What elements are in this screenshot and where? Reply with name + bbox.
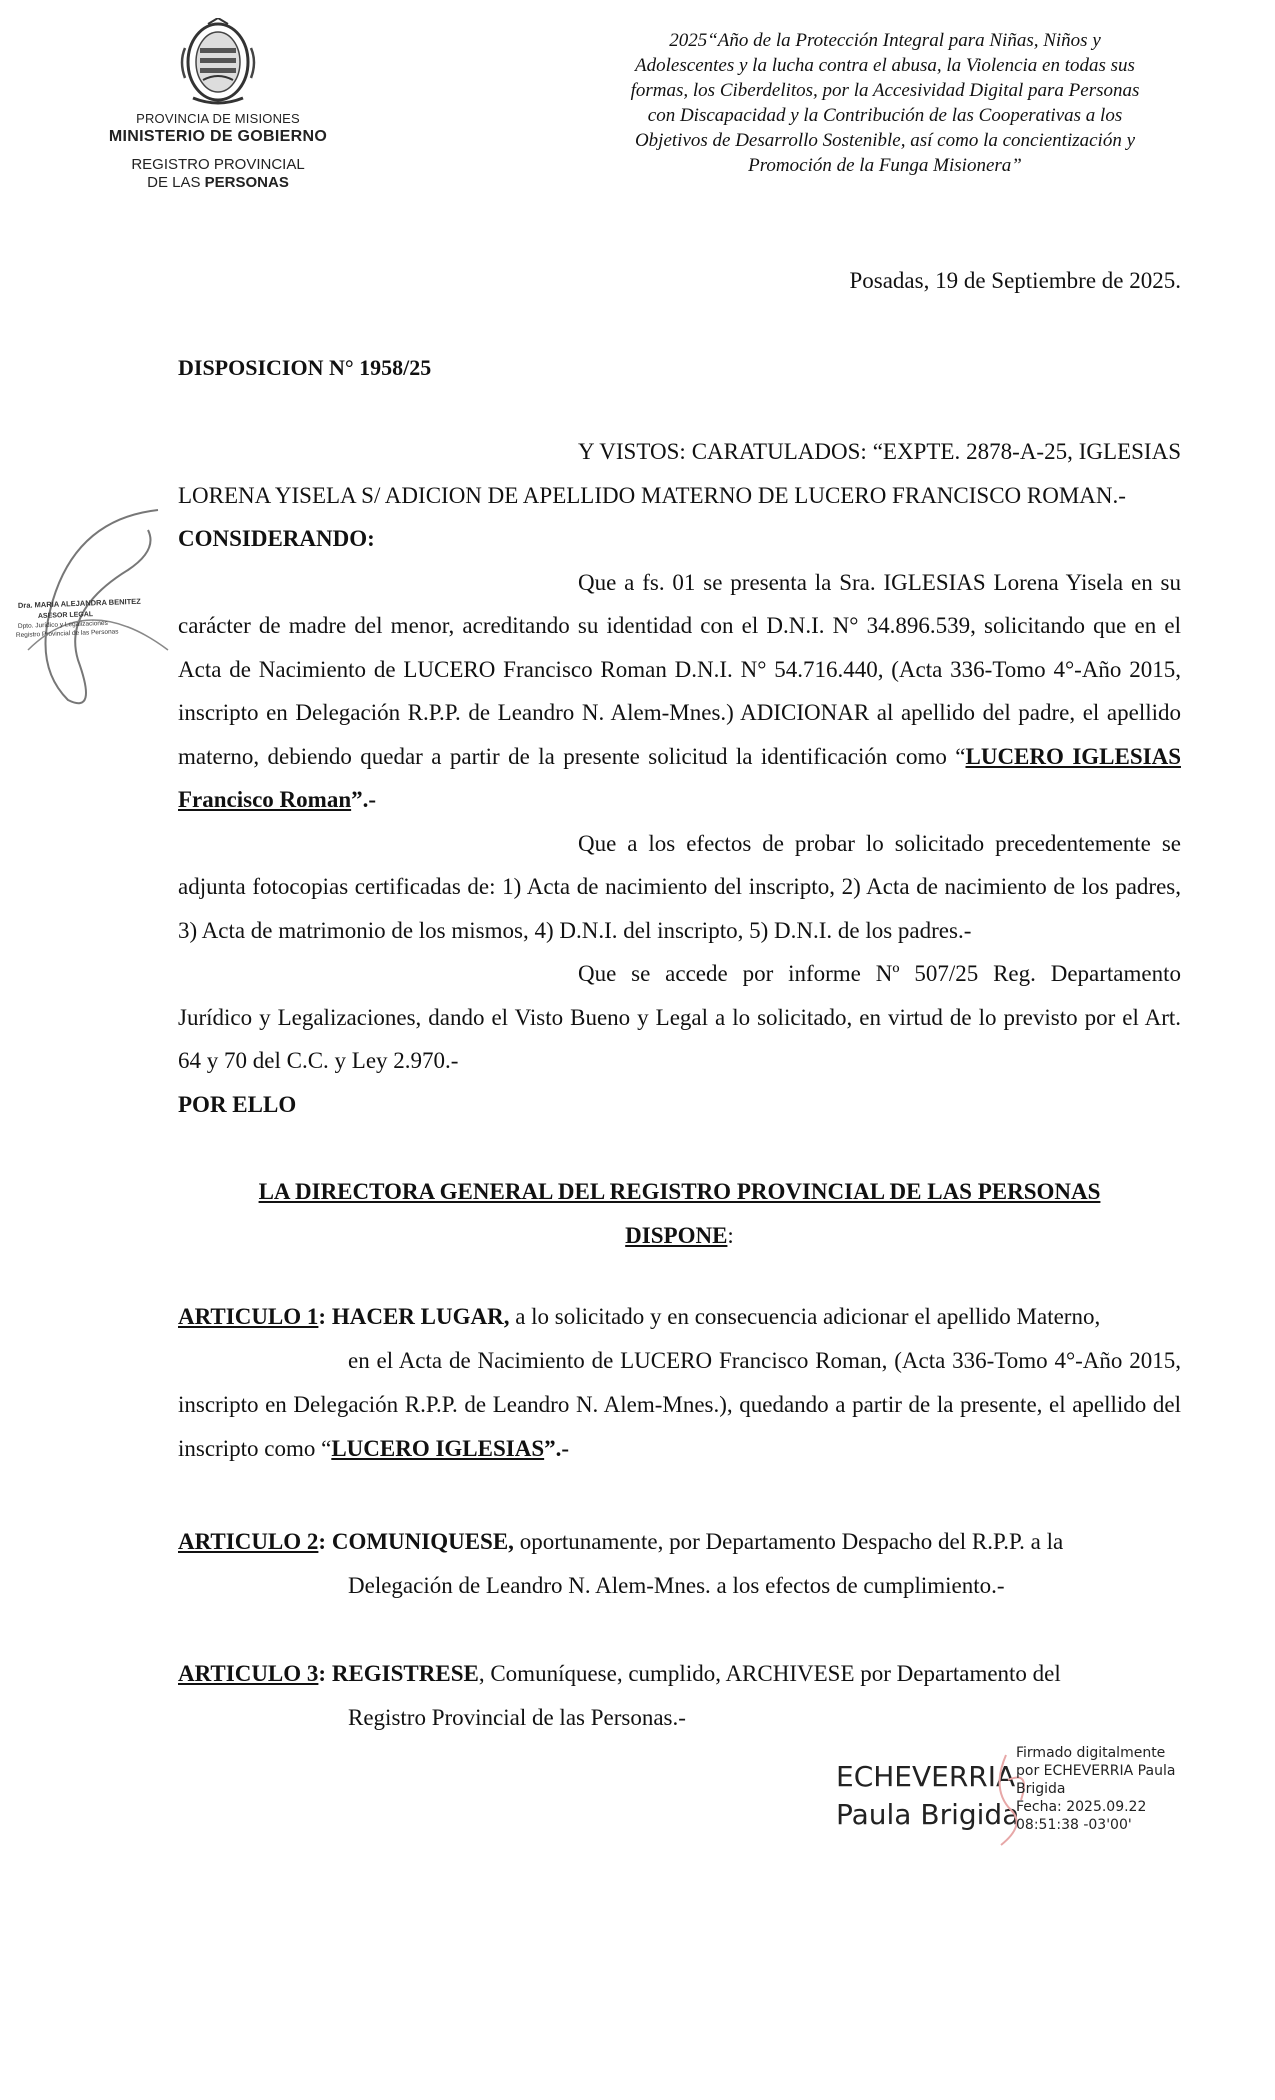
motto-line: Objetivos de Desarrollo Sostenible, así como la concientización y [634, 130, 1136, 151]
signature-detail-line: por ECHEVERRIA Paula [1016, 1763, 1176, 1779]
articulo-2-line2: Delegación de Leandro N. Alem-Mnes. a los efectos de cumplimiento.- [348, 1573, 1005, 1598]
dispone-block [178, 1170, 1181, 1257]
logo-registry-line2 [98, 174, 338, 192]
articulo-3-colon: : [318, 1661, 332, 1686]
signature-detail-line: Firmado digitalmente [1016, 1745, 1166, 1761]
para1-text: Que a fs. 01 se presenta la Sra. IGLESIAS Lorena Yisela en su carácter de madre del menor, acreditando su identidad con el D.N.I. N° 34.896.539, solicitando que en el Acta de Nacimiento de LUCERO Francisco Roman D.N.I. N° 54.716.440, (Acta 336-Tomo 4°-Año 2015, inscripto en Delegación R.P.P. de Leandro N. Alem-Mnes.) ADICIONAR al apellido del padre, el apellido materno, debiendo quedar a partir de la presente solicitud la identificación como [178, 569, 1181, 769]
dispone-colon: : [727, 1222, 734, 1248]
considerando-heading: CONSIDERANDO: [178, 526, 375, 551]
seal-registry: Registro Provincial de las Personas [15, 628, 119, 639]
seal-department: Dpto. Jurídico y Legalizaciones [17, 619, 108, 630]
considerando-paragraph-2: Que a los efectos de probar lo solicitado precedentemente se adjunta fotocopias certificadas de: 1) Acta de nacimiento del inscripto, 2) Acta de nacimiento de los padres, 3) Acta de matrimonio de los mismos, 4) D.N.I. del inscripto, 5) D.N.I. de los padres.- [178, 830, 1181, 943]
para1-new-name: LUCERO IGLESIAS Francisco Roman [178, 743, 1181, 812]
articulo-1-quote-close: ”.- [544, 1436, 570, 1461]
document-date: Posadas, 19 de Septiembre de 2025. [849, 268, 1181, 293]
por-ello-heading: POR ELLO [178, 1091, 297, 1117]
motto-line: Promoción de la Funga Misionera” [748, 155, 1022, 176]
legal-advisor-seal-signature [8, 500, 178, 720]
articulo-1-quote-open: “ [321, 1436, 332, 1461]
considerando-paragraph-3: Que se accede por informe Nº 507/25 Reg. Departamento Jurídico y Legalizaciones, dando el Visto Bueno y Legal a lo solicitado, en virtud de lo previsto por el Art. 64 y 70 del C.C. y Ley 2.970.- [178, 961, 1181, 1073]
articulo-1-label: ARTICULO 1 [178, 1304, 319, 1329]
articulo-2-colon: : [318, 1529, 332, 1554]
province-coat-of-arms-icon [173, 18, 263, 106]
logo-registry-line1: REGISTRO PROVINCIAL [131, 156, 305, 173]
signer-given-names: Paula Brigida [836, 1798, 1020, 1831]
articulo-1-action: HACER LUGAR, [331, 1304, 510, 1329]
signature-details [1016, 1744, 1191, 1834]
motto-line: 2025“Año de la Protección Integral para Niñas, Niños y [669, 30, 1101, 51]
document-body [178, 430, 1181, 1126]
articulo-2-action: COMUNIQUESE, [331, 1529, 514, 1554]
logo-registry-bold: PERSONAS [204, 174, 289, 191]
articulo-1-surname: LUCERO IGLESIAS [331, 1436, 545, 1461]
signature-detail-line: Fecha: 2025.09.22 [1016, 1799, 1147, 1815]
articulo-2-first-line [178, 1520, 1181, 1564]
articulo-3-label: ARTICULO 3 [178, 1661, 319, 1686]
articulo-3-action: REGISTRESE [331, 1661, 479, 1686]
para1-quote-close: ”.- [351, 787, 377, 812]
articulo-1 [178, 1295, 1181, 1471]
directora-heading: LA DIRECTORA GENERAL DEL REGISTRO PROVINCIAL DE LAS PERSONAS [258, 1179, 1101, 1204]
considerando-paragraph-1 [178, 561, 1181, 822]
logo-ministry-text: MINISTERIO DE GOBIERNO [108, 128, 328, 145]
signer-surname: ECHEVERRIA [836, 1760, 1016, 1793]
motto-line: Adolescentes y la lucha contra el abusa, la Violencia en todas sus [635, 55, 1135, 76]
digital-signature [836, 1744, 1196, 1854]
ministry-logo [98, 18, 338, 192]
dispone-heading: DISPONE [625, 1222, 728, 1248]
articulo-1-body [178, 1339, 1181, 1471]
disposition-title: DISPOSICION N° 1958/25 [178, 355, 432, 380]
signature-detail-line: Brigida [1016, 1781, 1066, 1797]
articulo-2-label: ARTICULO 2 [178, 1529, 319, 1554]
articulo-1-text: en el Acta de Nacimiento de LUCERO Francisco Roman, (Acta 336-Tomo 4°-Año 2015, inscripto en Delegación R.P.P. de Leandro N. Alem-Mnes.), quedando a partir de la presente, el apellido del inscripto como [178, 1348, 1181, 1461]
articulo-3 [178, 1652, 1181, 1740]
seal-name: Dra. MARIA ALEJANDRA BENITEZ [17, 596, 141, 610]
para1-quote-open: “ [955, 743, 966, 769]
motto-line: con Discapacidad y la Contribución de las Cooperativas a los [647, 105, 1123, 126]
articulo-3-first-line [178, 1652, 1181, 1696]
articulo-2-line1-rest: oportunamente, por Departamento Despacho del R.P.P. a la [513, 1529, 1064, 1554]
logo-registry-prefix: DE LAS [147, 174, 205, 191]
motto-line: formas, los Ciberdelitos, por la Accesividad Digital para Personas [630, 80, 1140, 101]
articulo-1-colon: : [318, 1304, 332, 1329]
articulo-2 [178, 1520, 1181, 1608]
articulo-1-line1-rest: a lo solicitado y en consecuencia adicionar el apellido Materno, [509, 1304, 1101, 1329]
articulo-3-line2: Registro Provincial de las Personas.- [348, 1705, 686, 1730]
articulo-3-line1-rest: , Comuníquese, cumplido, ARCHIVESE por Departamento del [478, 1661, 1061, 1686]
year-motto [585, 28, 1185, 178]
signature-detail-line: 08:51:38 -03'00' [1016, 1817, 1132, 1833]
articulo-1-first-line [178, 1295, 1181, 1339]
logo-province-text: PROVINCIA DE MISIONES [136, 111, 300, 126]
vistos-paragraph: Y VISTOS: CARATULADOS: “EXPTE. 2878-A-25, IGLESIAS LORENA YISELA S/ ADICION DE APELLIDO MATERNO DE LUCERO FRANCISCO ROMAN.- [178, 439, 1181, 508]
seal-title: ASESOR LEGAL [37, 611, 94, 620]
